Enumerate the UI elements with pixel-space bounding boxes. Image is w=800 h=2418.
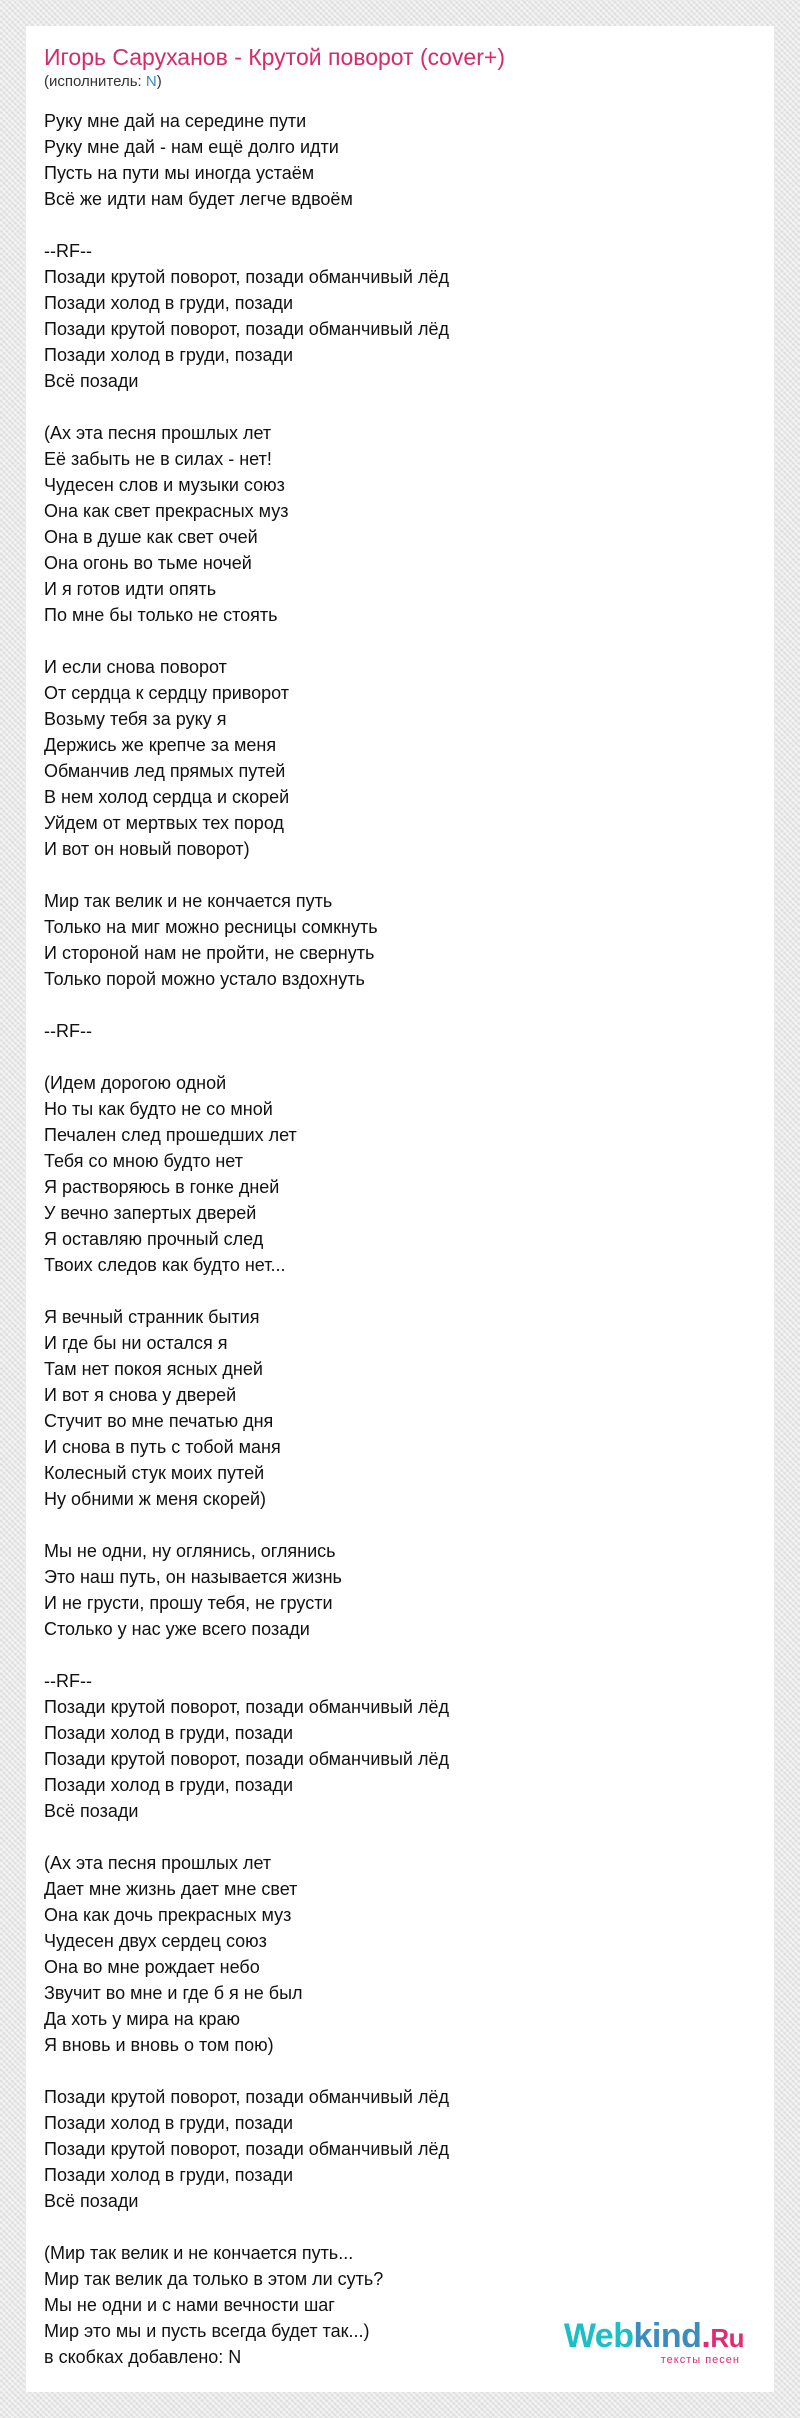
lyrics-line: Да хоть у мира на краю <box>44 2009 241 2029</box>
lyrics-line: И где бы ни остался я <box>44 1333 228 1353</box>
lyrics-blank-line <box>44 1642 774 1668</box>
lyrics-line: (Ах эта песня прошлых лет <box>44 423 272 443</box>
lyrics-line: Позади холод в груди, позади <box>44 293 294 313</box>
lyrics-line: Ну обними ж меня скорей) <box>44 1489 267 1509</box>
lyrics-blank-line <box>44 2214 774 2240</box>
lyrics-line: Позади крутой поворот, позади обманчивый лёд <box>44 319 449 339</box>
lyrics-blank-line <box>44 1278 774 1304</box>
lyrics-line: Мир это мы и пусть всегда будет так...) <box>44 2321 370 2341</box>
lyrics-line: Позади крутой поворот, позади обманчивый лёд <box>44 1697 449 1717</box>
lyrics-blank-line <box>44 212 774 238</box>
lyrics-blank-line <box>44 1824 774 1850</box>
lyrics-line: И я готов идти опять <box>44 579 217 599</box>
logo-web: Web <box>563 2317 634 2355</box>
lyrics-line: Позади крутой поворот, позади обманчивый лёд <box>44 267 449 287</box>
performer-line <box>44 72 774 92</box>
lyrics-line: Позади холод в груди, позади <box>44 1723 294 1743</box>
lyrics-line: Чудесен двух сердец союз <box>44 1931 267 1951</box>
lyrics-line: Руку мне дай на середине пути <box>44 111 307 131</box>
lyrics-line: --RF-- <box>44 1671 92 1691</box>
lyrics-line: (Идем дорогою одной <box>44 1073 227 1093</box>
lyrics-line: От сердца к сердцу приворот <box>44 683 290 703</box>
lyrics-line: Чудесен слов и музыки союз <box>44 475 285 495</box>
lyrics-line: Твоих следов как будто нет... <box>44 1255 286 1275</box>
lyrics-line: Печален след прошедших лет <box>44 1125 297 1145</box>
lyrics-blank-line <box>44 1044 774 1070</box>
lyrics-line: Позади крутой поворот, позади обманчивый лёд <box>44 1749 449 1769</box>
lyrics-line: Держись же крепче за меня <box>44 735 277 755</box>
performer-link[interactable]: N <box>145 73 157 90</box>
lyrics-line: Я вечный странник бытия <box>44 1307 260 1327</box>
lyrics-line: Тебя со мною будто нет <box>44 1151 243 1171</box>
lyrics-line: Только на миг можно ресницы сомкнуть <box>44 917 378 937</box>
webkind-logo[interactable] <box>564 2318 744 2366</box>
lyrics-line: Только порой можно устало вздохнуть <box>44 969 365 989</box>
lyrics-line: И вот он новый поворот) <box>44 839 250 859</box>
lyrics-line: Всё позади <box>44 371 139 391</box>
lyrics-line: Мы не одни и с нами вечности шаг <box>44 2295 335 2315</box>
lyrics-line: Всё же идти нам будет легче вдвоём <box>44 189 353 209</box>
lyrics-line: В нем холод сердца и скорей <box>44 787 290 807</box>
lyrics-line: Она в душе как свет очей <box>44 527 258 547</box>
lyrics-line: И вот я снова у дверей <box>44 1385 237 1405</box>
lyrics-blank-line <box>44 2058 774 2084</box>
lyrics-line: Мир так велик и не кончается путь <box>44 891 333 911</box>
lyrics-line: Колесный стук моих путей <box>44 1463 265 1483</box>
lyrics-line: Я вновь и вновь о том пою) <box>44 2035 274 2055</box>
lyrics-blank-line <box>44 992 774 1018</box>
lyrics-line: Пусть на пути мы иногда устаём <box>44 163 315 183</box>
lyrics-line: Позади холод в груди, позади <box>44 1775 294 1795</box>
lyrics-blank-line <box>44 394 774 420</box>
lyrics-text <box>44 108 774 2370</box>
lyrics-line: Мы не одни, ну оглянись, оглянись <box>44 1541 336 1561</box>
lyrics-line: Обманчив лед прямых путей <box>44 761 286 781</box>
lyrics-line: Она во мне рождает небо <box>44 1957 260 1977</box>
lyrics-line: И снова в путь с тобой маня <box>44 1437 281 1457</box>
lyrics-line: И стороной нам не пройти, не свернуть <box>44 943 375 963</box>
lyrics-line: Там нет покоя ясных дней <box>44 1359 263 1379</box>
lyrics-line: И не грусти, прошу тебя, не грусти <box>44 1593 333 1613</box>
logo-kind: kind <box>633 2317 702 2355</box>
lyrics-line: Её забыть не в силах - нет! <box>44 449 272 469</box>
lyrics-line: Мир так велик да только в этом ли суть? <box>44 2269 384 2289</box>
lyrics-blank-line <box>44 628 774 654</box>
logo-tagline: тексты песен <box>660 2354 740 2366</box>
lyrics-line: Возьму тебя за руку я <box>44 709 227 729</box>
lyrics-line: И если снова поворот <box>44 657 227 677</box>
lyrics-line: Но ты как будто не со мной <box>44 1099 273 1119</box>
lyrics-line: Я оставляю прочный след <box>44 1229 264 1249</box>
lyrics-line: Звучит во мне и где б я не был <box>44 1983 303 2003</box>
performer-suffix: ) <box>156 73 162 90</box>
lyrics-line: У вечно запертых дверей <box>44 1203 257 1223</box>
lyrics-line: Стучит во мне печатью дня <box>44 1411 274 1431</box>
song-title: Игорь Саруханов - Крутой поворот (cover+) <box>44 44 505 70</box>
lyrics-line: Позади холод в груди, позади <box>44 2113 294 2133</box>
logo-wordmark <box>564 2318 744 2356</box>
lyrics-line: Всё позади <box>44 1801 139 1821</box>
logo-dot: . <box>701 2317 711 2355</box>
performer-prefix: (исполнитель: <box>44 73 146 90</box>
lyrics-line: Она как дочь прекрасных муз <box>44 1905 292 1925</box>
lyrics-line: в скобках добавлено: N <box>44 2347 242 2367</box>
lyrics-line: Она огонь во тьме ночей <box>44 553 252 573</box>
lyrics-line: Позади холод в груди, позади <box>44 345 294 365</box>
lyrics-line: Позади крутой поворот, позади обманчивый лёд <box>44 2139 449 2159</box>
lyrics-line: Дает мне жизнь дает мне свет <box>44 1879 298 1899</box>
lyrics-line: Я растворяюсь в гонке дней <box>44 1177 280 1197</box>
lyrics-blank-line <box>44 862 774 888</box>
lyrics-line: Позади холод в груди, позади <box>44 2165 294 2185</box>
lyrics-line: --RF-- <box>44 1021 92 1041</box>
lyrics-blank-line <box>44 1512 774 1538</box>
lyrics-line: Руку мне дай - нам ещё долго идти <box>44 137 339 157</box>
lyrics-line: (Ах эта песня прошлых лет <box>44 1853 272 1873</box>
lyrics-line: Это наш путь, он называется жизнь <box>44 1567 342 1587</box>
lyrics-line: Столько у нас уже всего позади <box>44 1619 310 1639</box>
lyrics-line: Позади крутой поворот, позади обманчивый лёд <box>44 2087 449 2107</box>
lyrics-card <box>26 26 774 2392</box>
lyrics-line: --RF-- <box>44 241 92 261</box>
lyrics-line: Всё позади <box>44 2191 139 2211</box>
lyrics-line: По мне бы только не стоять <box>44 605 278 625</box>
logo-ru: Ru <box>710 2323 744 2353</box>
lyrics-line: Уйдем от мертвых тех пород <box>44 813 284 833</box>
lyrics-line: (Мир так велик и не кончается путь... <box>44 2243 354 2263</box>
lyrics-line: Она как свет прекрасных муз <box>44 501 289 521</box>
